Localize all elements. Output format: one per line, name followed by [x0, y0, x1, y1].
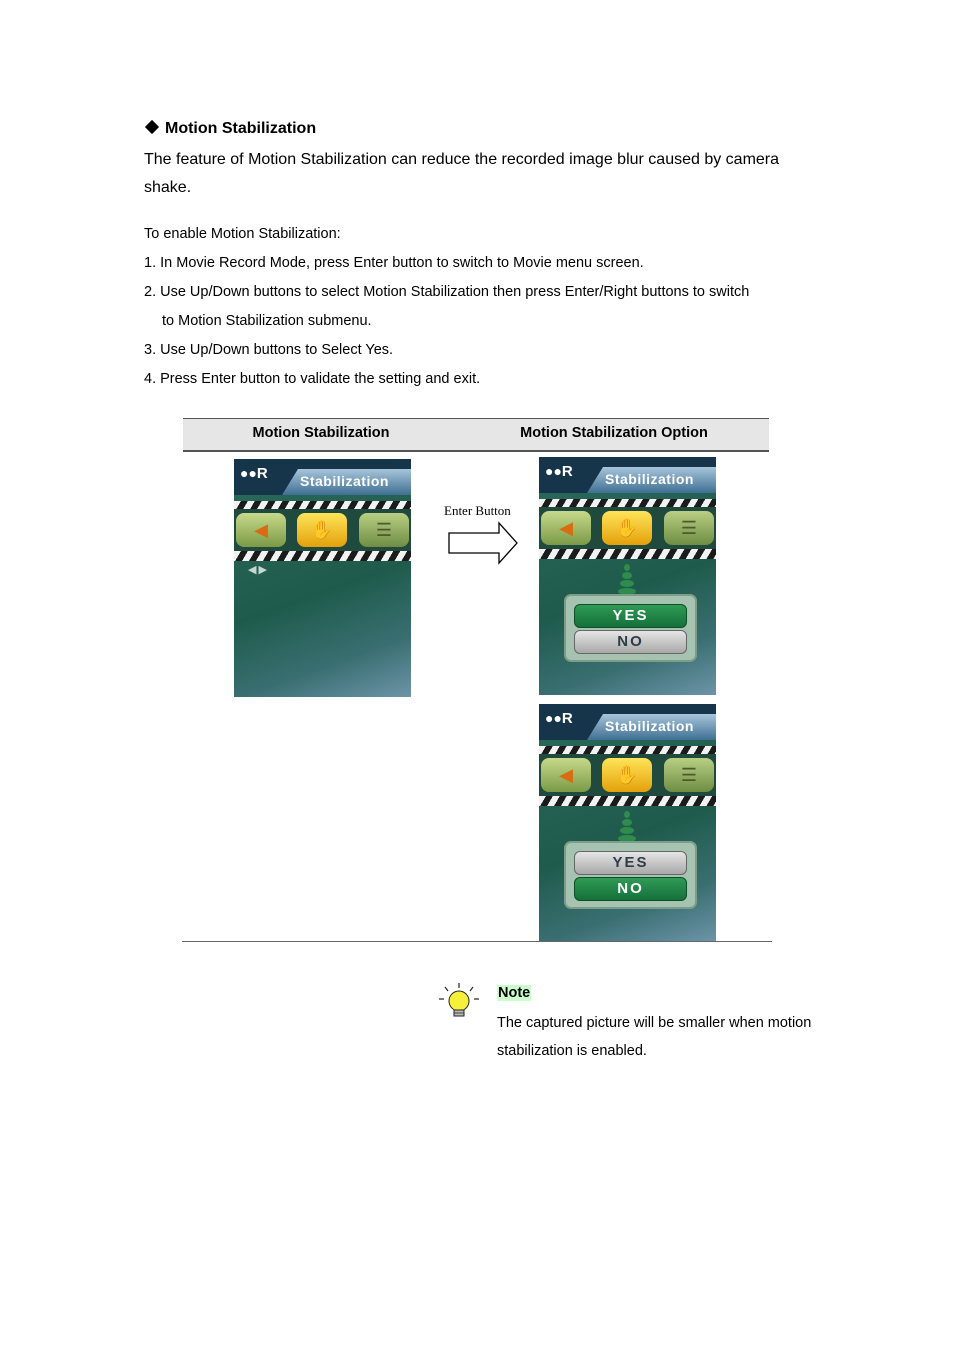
left-right-arrows-icon: ◀▶ [248, 564, 269, 576]
movie-mode-indicator: ●●R [545, 710, 573, 727]
submenu-connector-icon [619, 810, 635, 842]
option-no[interactable]: NO [574, 630, 687, 654]
instruction-step-1: 1. In Movie Record Mode, press Enter button to switch to Movie menu screen. [144, 255, 644, 271]
table-header-col1: Motion Stabilization [252, 425, 390, 441]
option-yes[interactable]: YES [574, 604, 687, 628]
option-screen-no [539, 704, 716, 942]
back-arrow-icon: ◀ [541, 758, 591, 792]
instruction-step-3: 3. Use Up/Down buttons to Select Yes. [144, 342, 394, 358]
camcorder-icon: ●● [545, 710, 562, 726]
instruction-lead: To enable Motion Stabilization: [144, 226, 341, 242]
back-arrow-icon: ◀ [541, 511, 591, 545]
menu-screen [234, 459, 411, 697]
stabilization-hand-icon: ✋ [602, 511, 652, 545]
stabilization-hand-icon: ✋ [297, 513, 347, 547]
option-box [564, 594, 697, 662]
section-title: Motion Stabilization [165, 120, 317, 137]
menu-list-icon: ☰ [359, 513, 409, 547]
menu-list-icon: ☰ [664, 758, 714, 792]
right-arrow-icon [447, 521, 519, 565]
instruction-list [144, 220, 834, 394]
camcorder-icon: ●● [545, 463, 562, 479]
back-arrow-icon: ◀ [236, 513, 286, 547]
table-header-col2: Motion Stabilization Option [520, 425, 708, 441]
stripe-divider [539, 796, 716, 806]
camcorder-icon: ●● [240, 465, 257, 481]
note-label: Note [498, 985, 531, 1001]
submenu-connector-icon [619, 563, 635, 595]
screen-tab-label: Stabilization [300, 473, 389, 489]
option-box [564, 841, 697, 909]
lightbulb-icon [437, 982, 481, 1022]
stripe-divider [234, 551, 411, 561]
stabilization-hand-icon: ✋ [602, 758, 652, 792]
diamond-bullet-icon [145, 120, 159, 134]
stripe-divider [539, 549, 716, 559]
section-heading [144, 120, 316, 138]
screen-tab-label: Stabilization [605, 718, 694, 734]
option-yes[interactable]: YES [574, 851, 687, 875]
screen-tab-label: Stabilization [605, 471, 694, 487]
enter-button-label: Enter Button [444, 503, 511, 518]
intro-paragraph: The feature of Motion Stabilization can reduce the recorded image blur caused by camera shake. [144, 151, 780, 196]
table-header-rule [183, 451, 769, 452]
instruction-step-2-continued: to Motion Stabilization submenu. [162, 313, 372, 329]
table-bottom-rule [182, 941, 772, 942]
option-screen-yes [539, 457, 716, 695]
instruction-step-2: 2. Use Up/Down buttons to select Motion Stabilization then press Enter/Right buttons to switch [144, 284, 750, 300]
movie-mode-indicator: ●●R [240, 465, 268, 482]
instruction-step-4: 4. Press Enter button to validate the setting and exit. [144, 371, 481, 387]
menu-list-icon: ☰ [664, 511, 714, 545]
option-no[interactable]: NO [574, 877, 687, 901]
movie-mode-indicator: ●●R [545, 463, 573, 480]
note-text: The captured picture will be smaller when motion stabilization is enabled. [497, 1015, 812, 1059]
